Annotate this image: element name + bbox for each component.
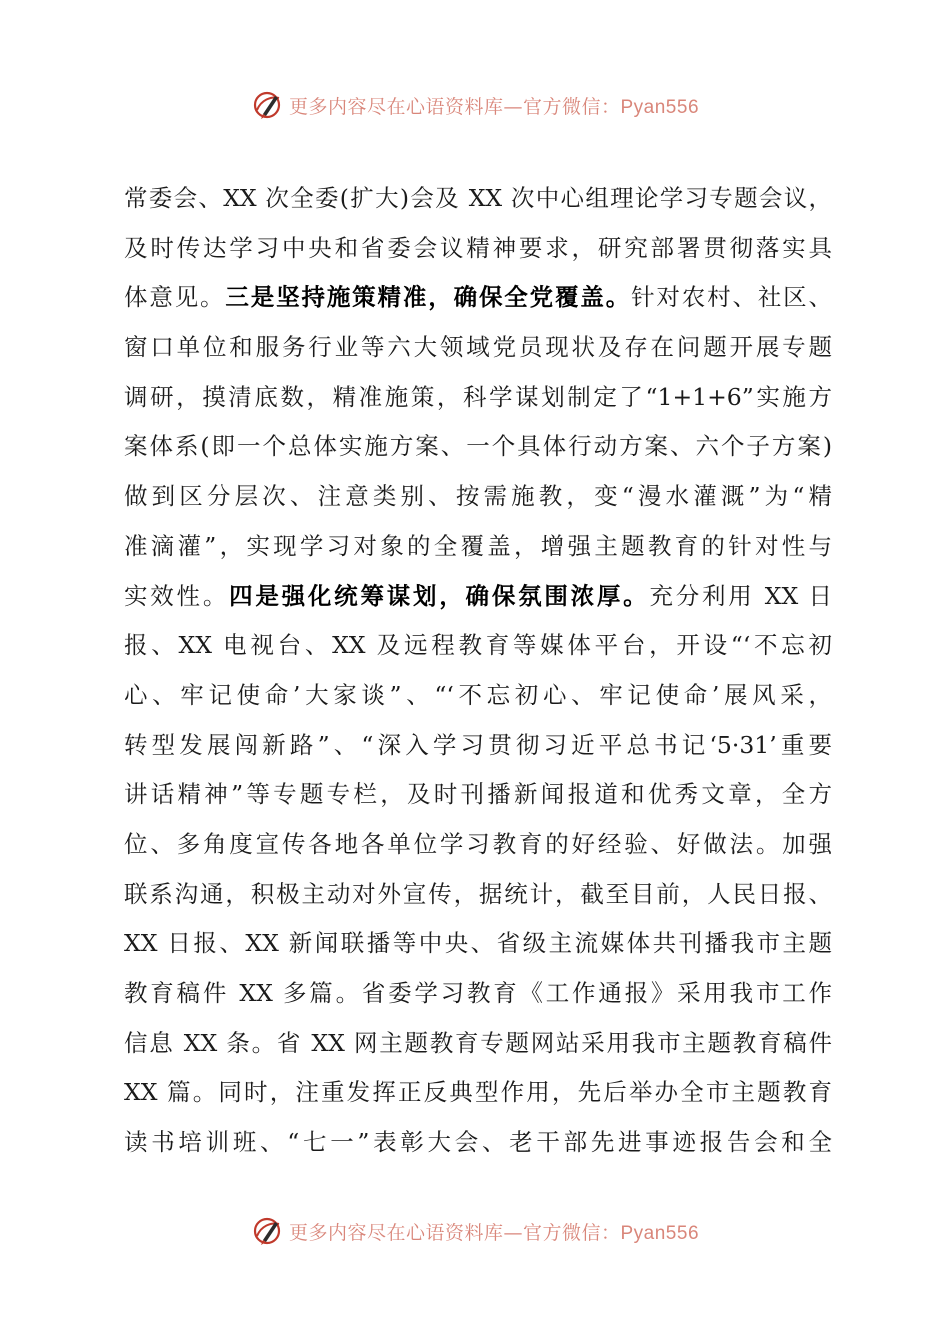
text-line [124,820,832,870]
text-line [124,770,832,820]
text-segment: 案体系(即一个总体实施方案、一个具体行动方案、六个子方案) [124,432,832,461]
text-segment: 体意见。 [124,283,226,312]
text-segment: 讲话精神”等专题专栏，及时刊播新闻报道和优秀文章，全方 [124,780,832,809]
text-segment: 针对农村、社区、 [631,283,833,312]
text-line [124,174,832,224]
text-line [124,1068,832,1118]
text-segment: XX 篇。同时，注重发挥正反典型作用，先后举办全市主题教育 [124,1078,832,1107]
text-segment: 转型发展闯新路”、“深入学习贯彻习近平总书记‘5·31’重要 [124,730,832,759]
text-line [124,969,832,1019]
pen-swirl-logo-icon [251,88,285,122]
text-line [124,870,832,920]
header-watermark-banner [0,85,950,125]
banner-wechat-id: Pyan556 [620,1222,700,1244]
text-segment: 读书培训班、“七一”表彰大会、老干部先进事迹报告会和全 [124,1128,832,1157]
text-line [124,572,832,622]
pen-swirl-logo-icon [251,1214,285,1248]
text-segment: 位、多角度宣传各地各单位学习教育的好经验、好做法。加强 [124,829,832,858]
bold-heading-segment: 四是强化统筹谋划，确保氛围浓厚。 [229,581,650,610]
text-line [124,224,832,274]
text-line [124,472,832,522]
text-segment: 常委会、XX 次全委(扩大)会及 XX 次中心组理论学习专题会议， [124,184,832,212]
banner-text-cn: 更多内容尽在心语资料库—官方微信： [288,95,621,118]
text-segment: 实效性。 [124,581,230,610]
document-body [124,174,832,1168]
text-segment: 准滴灌”，实现学习对象的全覆盖，增强主题教育的针对性与 [124,531,832,560]
banner-wechat-id: Pyan556 [620,96,700,118]
text-segment: 联系沟通，积极主动对外宣传，据统计，截至目前，人民日报、 [124,879,832,908]
text-segment: 调研，摸清底数，精准施策，科学谋划制定了“1+1+6”实施方 [124,382,832,411]
text-segment: XX 日报、XX 新闻联播等中央、省级主流媒体共刊播我市主题 [124,929,832,958]
text-segment: 及时传达学习中央和省委会议精神要求，研究部署贯彻落实具 [124,233,832,262]
text-line [124,422,832,472]
text-segment: 报、XX 电视台、XX 及远程教育等媒体平台，开设“‘不忘初 [124,631,832,660]
text-segment: 充分利用 XX 日 [649,581,833,610]
text-line [124,522,832,572]
text-line [124,273,832,323]
footer-watermark-banner [0,1211,950,1251]
text-line [124,919,832,969]
text-segment: 信息 XX 条。省 XX 网主题教育专题网站采用我市主题教育稿件 [124,1028,832,1057]
text-line [124,721,832,771]
text-line [124,1019,832,1069]
bold-heading-segment: 三是坚持施策精准，确保全党覆盖。 [225,283,632,312]
text-segment: 教育稿件 XX 多篇。省委学习教育《工作通报》采用我市工作 [124,979,832,1007]
banner-text-cn: 更多内容尽在心语资料库—官方微信： [288,1221,621,1244]
text-segment: 窗口单位和服务行业等六大领域党员现状及存在问题开展专题 [124,333,832,362]
text-segment: 心、牢记使命’大家谈”、“‘不忘初心、牢记使命’展风采， [124,680,832,709]
text-line [124,621,832,671]
text-line [124,373,832,423]
text-line [124,671,832,721]
text-line [124,323,832,373]
text-segment: 做到区分层次、注意类别、按需施教，变“漫水灌溉”为“精 [124,482,832,511]
text-line [124,1118,832,1168]
